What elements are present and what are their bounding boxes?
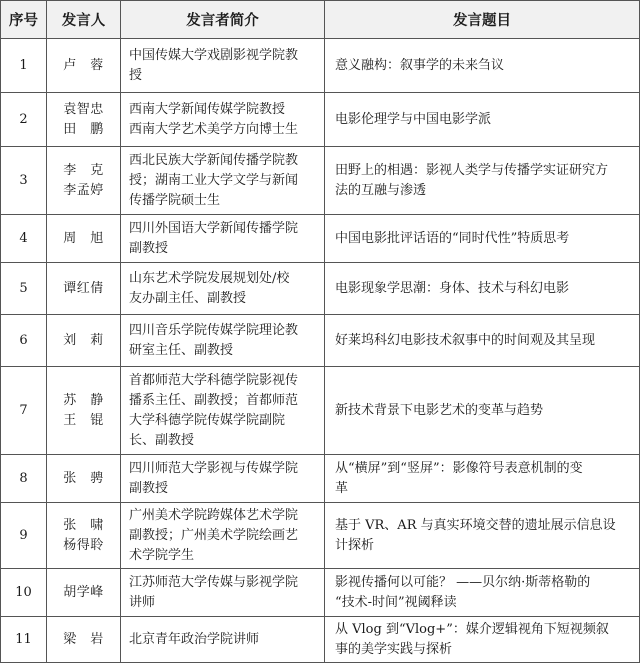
topic-cell [325, 315, 640, 367]
row-index: 3 [1, 147, 47, 215]
bio-line: 友办副主任、副教授 [129, 290, 247, 306]
bio-line: 山东艺术学院发展规划处/校 [129, 270, 290, 286]
topic-cell [325, 147, 640, 215]
table-row [1, 367, 640, 455]
speaker-name: 胡学峰 [63, 584, 104, 600]
row-index: 1 [1, 39, 47, 93]
row-index: 8 [1, 455, 47, 503]
speaker-name: 田 鹏 [63, 121, 104, 137]
topic-cell [325, 263, 640, 315]
speaker-name: 苏 静 [63, 392, 104, 408]
speaker-name: 杨得聆 [63, 537, 104, 553]
header-bio: 发言者简介 [121, 1, 325, 39]
bio-line: 西北民族大学新闻传播学院教 [129, 152, 299, 168]
topic-line: 从“横屏”到“竖屏”：影像符号表意机制的变 [335, 460, 583, 476]
bio-line: 副教授；广州美术学院绘画艺 [129, 527, 299, 543]
bio-cell [121, 263, 325, 315]
bio-line: 讲师 [129, 594, 156, 610]
bio-cell [121, 569, 325, 617]
bio-line: 西南大学新闻传媒学院教授 [129, 101, 286, 117]
speaker-cell [47, 263, 121, 315]
bio-line: 授；湖南工业大学文学与新闻 [129, 172, 299, 188]
bio-cell [121, 93, 325, 147]
topic-cell [325, 93, 640, 147]
bio-cell [121, 315, 325, 367]
speaker-cell [47, 503, 121, 569]
speaker-name: 王 锟 [63, 412, 104, 428]
table-row [1, 455, 640, 503]
bio-line: 传播学院硕士生 [129, 192, 221, 208]
topic-line: 好莱坞科幻电影技术叙事中的时间观及其呈现 [335, 332, 596, 348]
topic-line: 新技术背景下电影艺术的变革与趋势 [335, 402, 544, 418]
speaker-name: 谭红倩 [63, 280, 104, 296]
bio-line: 四川音乐学院传媒学院理论教 [129, 322, 299, 338]
speaker-name: 刘 莉 [63, 332, 104, 348]
speaker-name: 卢 蓉 [63, 57, 104, 73]
table-row [1, 569, 640, 617]
bio-line: 四川师范大学影视与传媒学院 [129, 460, 299, 476]
topic-cell [325, 569, 640, 617]
speaker-cell [47, 569, 121, 617]
speaker-cell [47, 315, 121, 367]
bio-line: 副教授 [129, 240, 169, 256]
bio-line: 广州美术学院跨媒体艺术学院 [129, 507, 299, 523]
bio-line: 西南大学艺术美学方向博士生 [129, 121, 299, 137]
row-index: 4 [1, 215, 47, 263]
row-index: 5 [1, 263, 47, 315]
bio-line: 首都师范大学科德学院影视传 [129, 372, 299, 388]
bio-line: 四川外国语大学新闻传播学院 [129, 220, 299, 236]
bio-cell [121, 617, 325, 663]
topic-line: 田野上的相遇：影视人类学与传播学实证研究方 [335, 162, 609, 178]
bio-cell [121, 367, 325, 455]
bio-line: 江苏师范大学传媒与影视学院 [129, 574, 299, 590]
speaker-cell [47, 93, 121, 147]
bio-line: 播系主任、副教授；首都师范 [129, 392, 299, 408]
table-row [1, 617, 640, 663]
speaker-name: 李孟婷 [63, 182, 104, 198]
table-row [1, 263, 640, 315]
topic-line: 革 [335, 480, 349, 496]
bio-cell [121, 455, 325, 503]
table-row [1, 93, 640, 147]
row-index: 10 [1, 569, 47, 617]
bio-line: 中国传媒大学戏剧影视学院教 [129, 47, 299, 63]
header-speaker: 发言人 [47, 1, 121, 39]
header-row [1, 1, 640, 39]
speaker-cell [47, 367, 121, 455]
topic-cell [325, 617, 640, 663]
speaker-name: 张 啸 [63, 517, 104, 533]
topic-line: 意义融构：叙事学的未来刍议 [335, 57, 505, 73]
table-row [1, 39, 640, 93]
bio-line: 研室主任、副教授 [129, 342, 234, 358]
speaker-cell [47, 147, 121, 215]
topic-line: 计探析 [335, 537, 375, 553]
bio-line: 副教授 [129, 480, 169, 496]
header-index: 序号 [1, 1, 47, 39]
speaker-cell [47, 455, 121, 503]
topic-line: 影视传播何以可能？ ——贝尔纳·斯蒂格勒的 [335, 574, 591, 590]
row-index: 11 [1, 617, 47, 663]
row-index: 7 [1, 367, 47, 455]
table-row [1, 503, 640, 569]
topic-cell [325, 39, 640, 93]
bio-cell [121, 39, 325, 93]
topic-cell [325, 367, 640, 455]
topic-line: 电影伦理学与中国电影学派 [335, 111, 492, 127]
speaker-name: 张 骋 [63, 470, 104, 486]
row-index: 2 [1, 93, 47, 147]
speaker-cell [47, 617, 121, 663]
row-index: 6 [1, 315, 47, 367]
topic-line: 电影现象学思潮：身体、技术与科幻电影 [335, 280, 570, 296]
topic-line: 从 Vlog 到“Vlog+”：媒介逻辑视角下短视频叙 [335, 621, 609, 637]
header-topic: 发言题目 [325, 1, 640, 39]
topic-line: “技术-时间”视阈释读 [335, 594, 457, 610]
speaker-name: 李 克 [63, 162, 104, 178]
topic-line: 基于 VR、AR 与真实环境交替的遗址展示信息设 [335, 517, 616, 533]
topic-line: 法的互融与渗透 [335, 182, 427, 198]
bio-line: 大学科德学院传媒学院副院 [129, 412, 286, 428]
bio-line: 授 [129, 67, 143, 83]
table-row [1, 147, 640, 215]
table-row [1, 215, 640, 263]
bio-cell [121, 147, 325, 215]
bio-line: 术学院学生 [129, 547, 195, 563]
table-row [1, 315, 640, 367]
topic-line: 中国电影批评话语的“同时代性”特质思考 [335, 230, 570, 246]
speaker-cell [47, 39, 121, 93]
bio-line: 北京青年政治学院讲师 [129, 631, 260, 647]
speaker-name: 袁智忠 [63, 101, 104, 117]
bio-cell [121, 215, 325, 263]
bio-line: 长、副教授 [129, 432, 195, 448]
topic-cell [325, 503, 640, 569]
bio-cell [121, 503, 325, 569]
topic-line: 事的美学实践与探析 [335, 641, 453, 657]
row-index: 9 [1, 503, 47, 569]
speaker-name: 周 旭 [63, 230, 104, 246]
topic-cell [325, 455, 640, 503]
speaker-name: 梁 岩 [63, 631, 104, 647]
topic-cell [325, 215, 640, 263]
speaker-cell [47, 215, 121, 263]
